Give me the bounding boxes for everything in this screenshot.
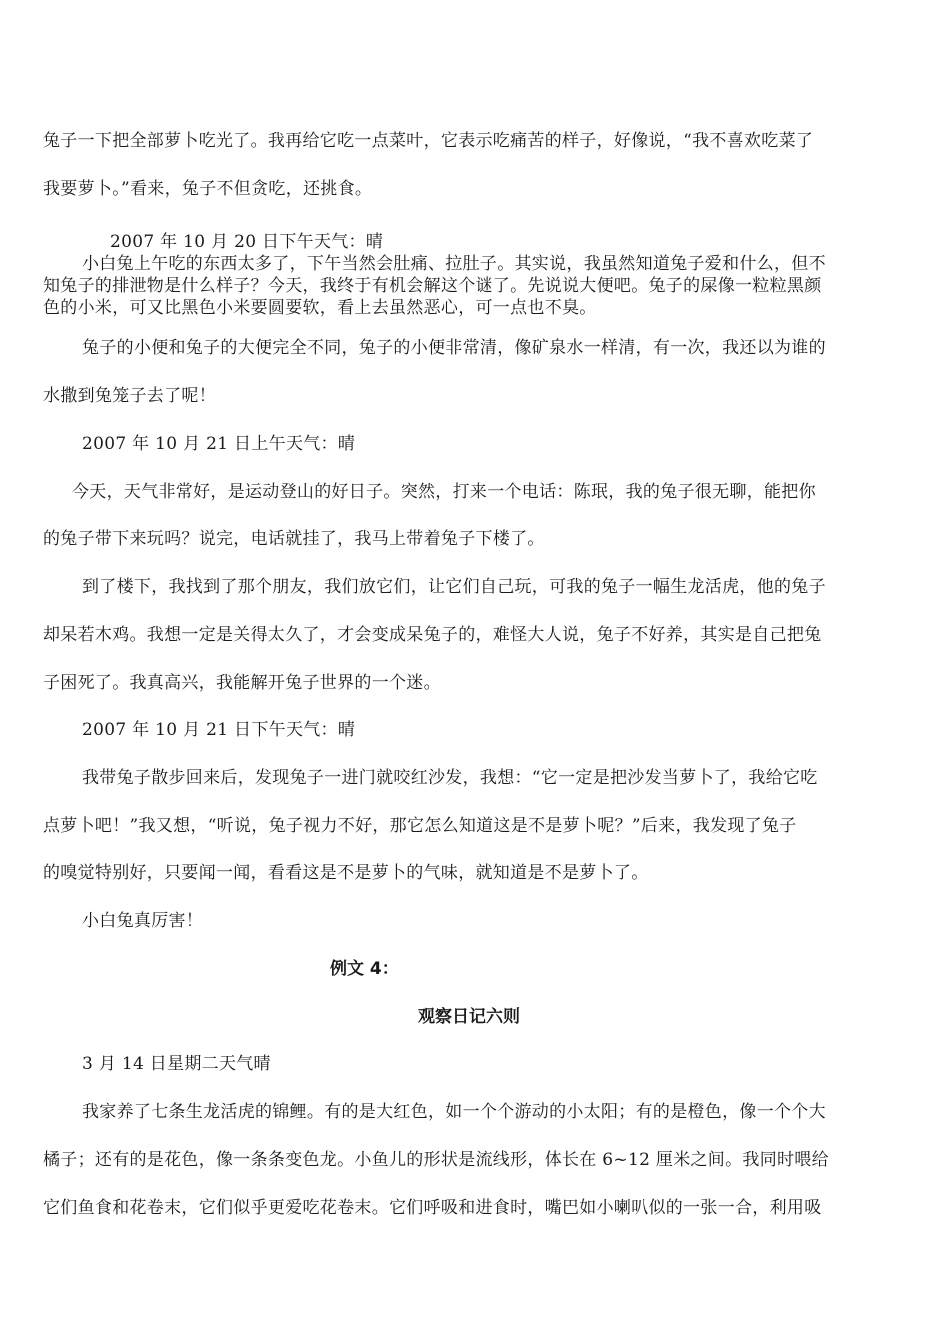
paragraph-line: 我要萝卜。”看来，兔子不但贪吃，还挑食。: [43, 179, 373, 199]
diary-date: 3 月 14 日星期二天气晴: [82, 1054, 271, 1074]
paragraph-line: 点萝卜吧！”我又想，“听说，兔子视力不好，那它怎么知道这是不是萝卜呢？”后来，我发现了兔子: [43, 816, 797, 836]
paragraph-line: 水撒到兔笼子去了呢！: [43, 386, 216, 406]
example-label: 例文 4：: [330, 959, 399, 979]
paragraph-line: 却呆若木鸡。我想一定是关得太久了，才会变成呆兔子的，难怪大人说，兔子不好养，其实是自己把兔: [43, 625, 822, 645]
paragraph-line: 它们鱼食和花卷末，它们似乎更爱吃花卷末。它们呼吸和进食时，嘴巴如小喇叭似的一张一合，利用吸: [43, 1198, 822, 1218]
paragraph-line: 色的小米，可又比黑色小米要圆要软，看上去虽然恶心，可一点也不臭。: [43, 298, 597, 318]
paragraph-line: 兔子的小便和兔子的大便完全不同，兔子的小便非常清，像矿泉水一样清，有一次，我还以为谁的: [82, 338, 826, 358]
paragraph-line: 的嗅觉特别好，只要闻一闻，看看这是不是萝卜的气味，就知道是不是萝卜了。: [43, 863, 649, 883]
diary-date: 2007 年 10 月 21 日上午天气：晴: [82, 434, 356, 454]
paragraph-line: 我带兔子散步回来后，发现兔子一进门就咬红沙发，我想：“它一定是把沙发当萝卜了，我给它吃: [82, 768, 818, 788]
diary-date: 2007 年 10 月 20 日下午天气：晴: [110, 232, 384, 252]
paragraph-line: 小白兔上午吃的东西太多了，下午当然会肚痛、拉肚子。其实说，我虽然知道兔子爱和什么，但不: [82, 254, 826, 274]
paragraph-line: 橘子；还有的是花色，像一条条变色龙。小鱼儿的形状是流线形，体长在 6~12 厘米之间。我同时喂给: [43, 1150, 829, 1170]
section-title: 观察日记六则: [418, 1007, 520, 1027]
diary-date: 2007 年 10 月 21 日下午天气：晴: [82, 720, 356, 740]
paragraph-line: 我家养了七条生龙活虎的锦鲤。有的是大红色，如一个个游动的小太阳；有的是橙色，像一个个大: [82, 1102, 826, 1122]
paragraph-line: 子困死了。我真高兴，我能解开兔子世界的一个迷。: [43, 673, 441, 693]
paragraph-line: 今天，天气非常好，是运动登山的好日子。突然，打来一个电话：陈珉，我的兔子很无聊，能把你: [72, 482, 816, 502]
paragraph-line: 的兔子带下来玩吗？说完，电话就挂了，我马上带着兔子下楼了。: [43, 529, 545, 549]
paragraph-line: 知兔子的排泄物是什么样子？今天，我终于有机会解这个谜了。先说说大便吧。兔子的屎像一粒粒黑颜: [43, 276, 822, 296]
paragraph-line: 小白兔真厉害！: [82, 911, 204, 931]
paragraph-line: 兔子一下把全部萝卜吃光了。我再给它吃一点菜叶，它表示吃痛苦的样子，好像说，“我不喜欢吃菜了: [43, 131, 814, 151]
paragraph-line: 到了楼下，我找到了那个朋友，我们放它们，让它们自己玩，可我的兔子一幅生龙活虎，他的兔子: [82, 577, 826, 597]
